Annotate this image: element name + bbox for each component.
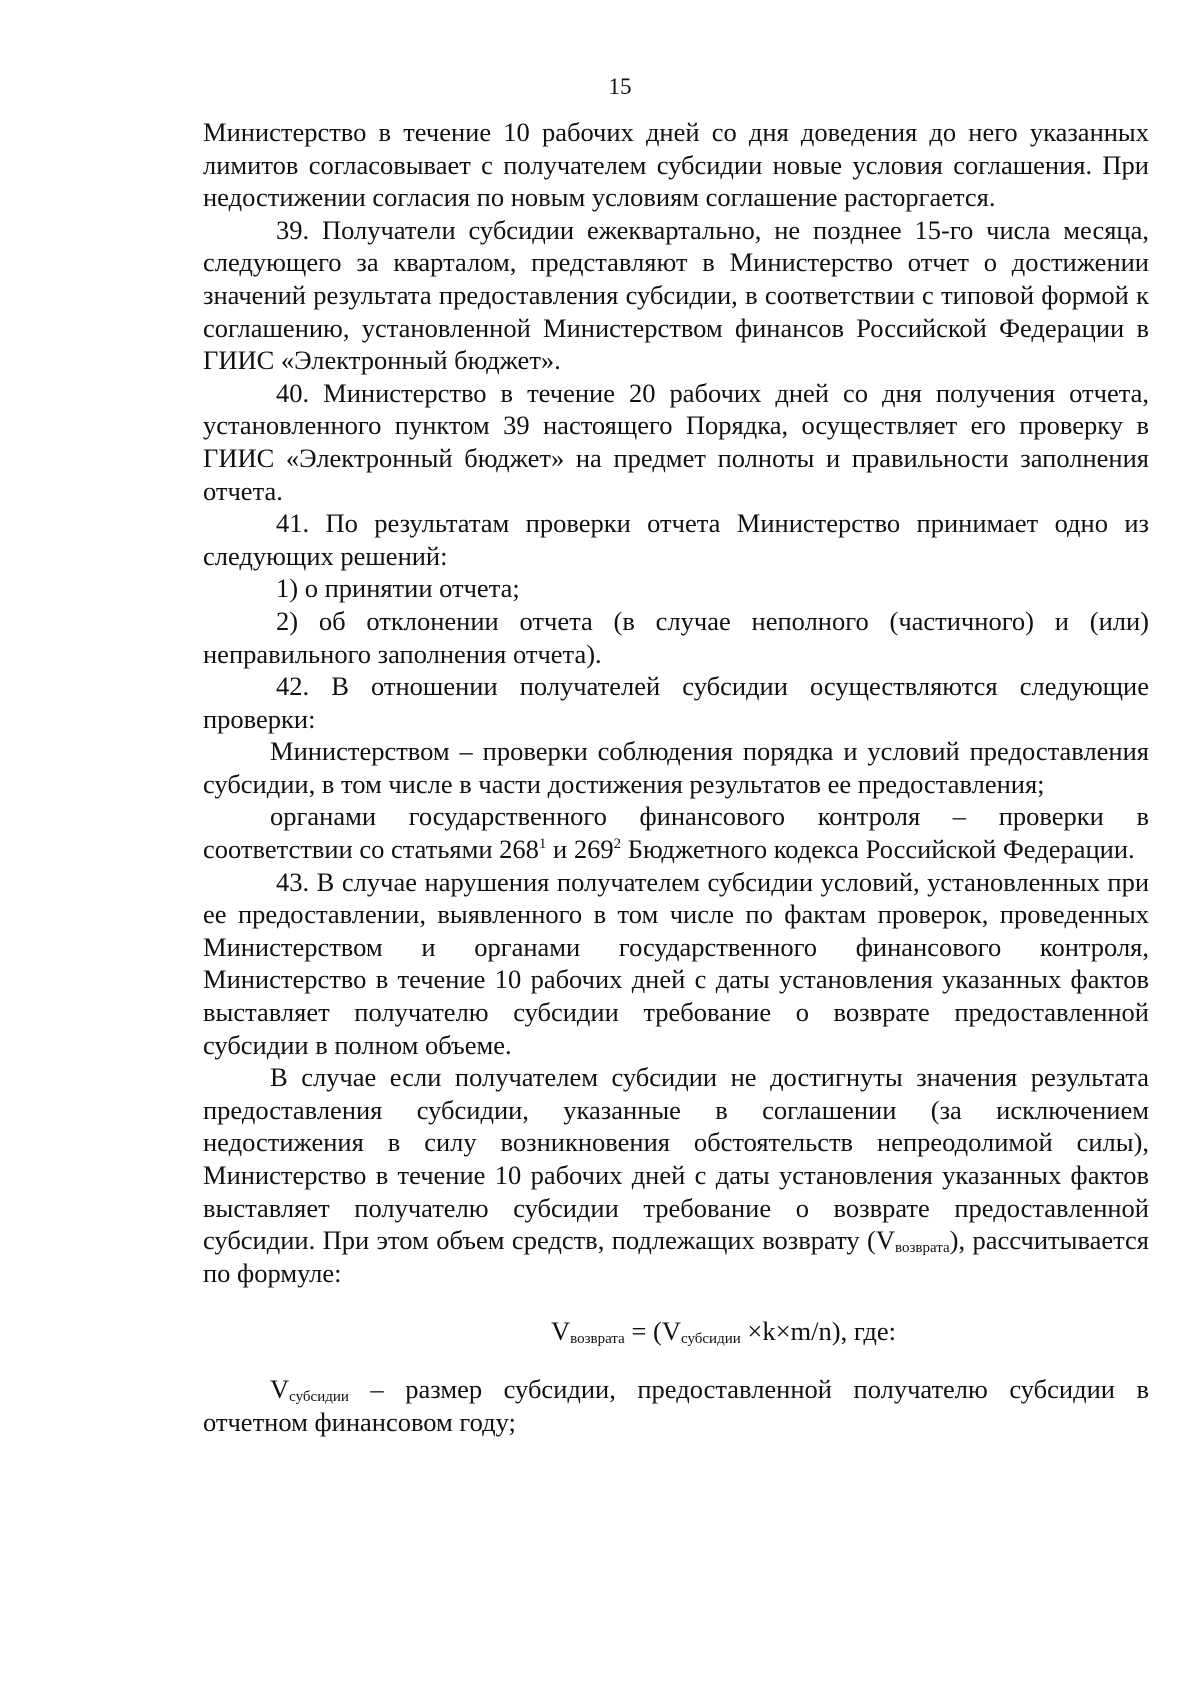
paragraph-43-return-rule — [203, 1061, 1149, 1289]
text-run: ), рассчитывается по формуле: — [203, 1225, 1149, 1288]
subscript: возврата — [570, 1331, 625, 1348]
page-number: 15 — [608, 74, 632, 99]
paragraph-41-item-1: 1) о принятии отчета; — [276, 573, 520, 604]
paragraph-v-subsidy-definition — [203, 1373, 1149, 1438]
paragraph-continuation: Министерство в течение 10 рабочих дней со дня доведения до него указанных лимитов согласовывает с получателем субсидии новые условия соглашения. При недостижении согласия по новым условиям соглашение расторгается. — [203, 117, 1149, 213]
paragraph-40: 40. Министерство в течение 20 рабочих дней со дня получения отчета, установленного пунктом 39 настоящего Порядка, осуществляет его проверку в ГИИС «Электронный бюджет» на предмет полноты и правильности заполнения отчета. — [203, 377, 1149, 506]
paragraph-42-item-control-bodies — [203, 800, 1149, 865]
paragraph-43: 43. В случае нарушения получателем субсидии условий, установленных при ее предоставлении, выявленного в том числе по фактам проверок, проведенных Министерством и органами государственного финансового контроля, Министерство в течение 10 рабочих дней с даты установления указанных фактов выставляет получателю субсидии требование о возврате предоставленной субсидии в полном объеме. — [203, 866, 1149, 1060]
text-run: Бюджетного кодекса Российской Федерации. — [621, 834, 1135, 865]
subscript: возврата — [895, 1240, 950, 1257]
text-run: – размер субсидии, предоставленной получателю субсидии в отчетном финансовом году; — [203, 1374, 1149, 1437]
superscript: 1 — [538, 836, 547, 853]
formula-tail: ×k×m/n), где: — [740, 1316, 896, 1347]
text-run: и 269 — [546, 834, 614, 865]
subscript: субсидии — [680, 1331, 741, 1348]
return-formula — [203, 1311, 1149, 1351]
paragraph-39: 39. Получатели субсидии ежеквартально, не позднее 15-го числа месяца, следующего за кварталом, представляют в Министерство отчет о достижении значений результата предоставления субсидии, в соответствии с типовой формой к соглашению, установленной Министерством финансов Российской Федерации в ГИИС «Электронный бюджет». — [203, 214, 1149, 376]
paragraph-41: 41. По результатам проверки отчета Министерство принимает одно из следующих решений: — [203, 508, 1149, 571]
text-run: органами государственного финансового контроля – проверки в соответствии со статьями 268 — [203, 801, 1149, 865]
subscript: субсидии — [289, 1389, 349, 1406]
formula-v: V — [551, 1316, 571, 1347]
document-body — [203, 116, 1149, 1439]
text-run: В случае если получателем субсидии не достигнуты значения результата предоставления субсидии, указанные в соглашении (за исключением недостижения в силу возникновения обстоятельств непреодолимой силы), Министерство в течение 10 рабочих дней с даты установления указанных фактов выставляет получателю субсидии требование о возврате предоставленной субсидии. При этом объем средств, подлежащих возврату (V — [203, 1062, 1149, 1256]
formula-mid: = (V — [624, 1316, 681, 1347]
paragraph-42-item-ministry: Министерством – проверки соблюдения порядка и условий предоставления субсидии, в том числе в части достижения результатов ее предоставления; — [203, 736, 1149, 799]
paragraph-42: 42. В отношении получателей субсидии осуществляются следующие проверки: — [203, 671, 1149, 734]
superscript: 2 — [613, 836, 622, 853]
text-run: V — [270, 1374, 290, 1405]
paragraph-41-item-2: 2) об отклонении отчета (в случае неполного (частичного) и (или) неправильного заполнения отчета). — [203, 605, 1149, 669]
